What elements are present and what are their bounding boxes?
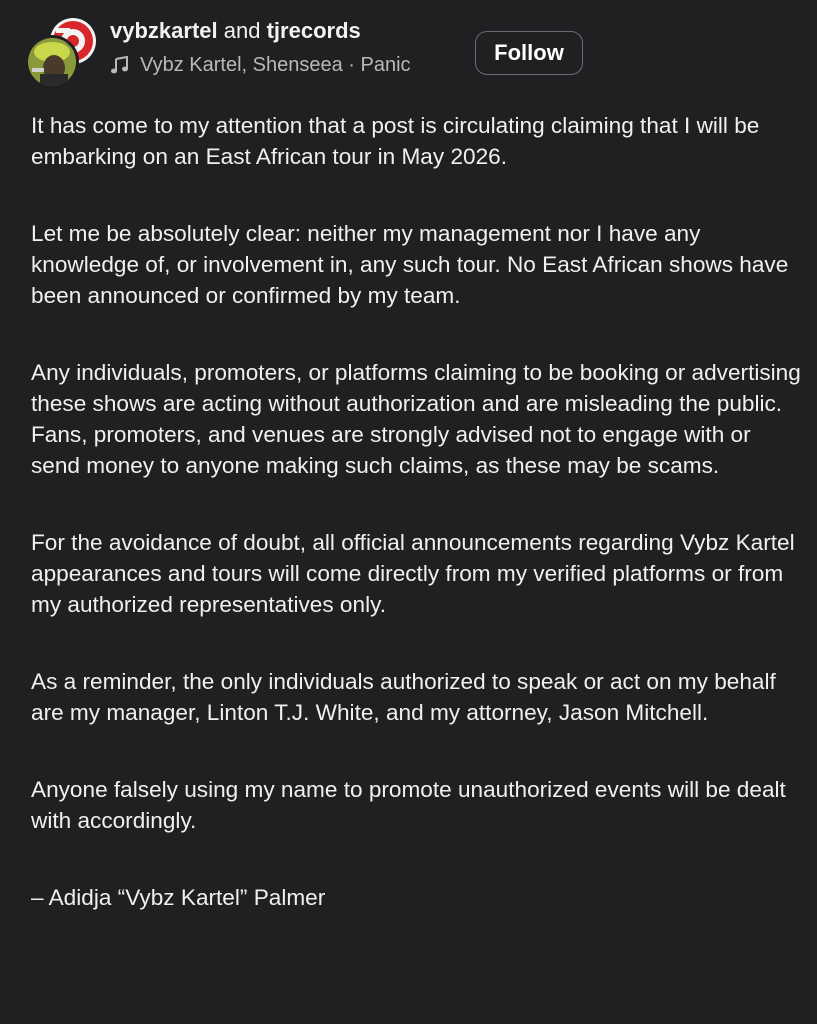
music-note-icon bbox=[110, 55, 130, 75]
account-name-primary[interactable]: vybzkartel bbox=[110, 18, 218, 43]
post-paragraph: Any individuals, promoters, or platforms claiming to be booking or advertising these shows are acting without authorization and are misleading the public. Fans, promoters, and venues are strongly advised not to engage with or send money to anyone making such claims, as these may be scams. bbox=[31, 360, 801, 478]
post-paragraph: Anyone falsely using my name to promote unauthorized events will be dealt with accordingly. bbox=[31, 777, 786, 833]
avatar-vybzkartel[interactable] bbox=[25, 35, 79, 89]
post-paragraph: Let me be absolutely clear: neither my management nor I have any knowledge of, or involvement in, any such tour. No East African shows have been announced or confirmed by my team. bbox=[31, 221, 789, 308]
post-body bbox=[31, 110, 801, 959]
follow-button[interactable]: Follow bbox=[475, 31, 583, 75]
post-paragraph: It has come to my attention that a post is circulating claiming that I will be embarking on an East African tour in May 2026. bbox=[31, 113, 760, 169]
post-authors bbox=[110, 16, 411, 46]
header-text bbox=[110, 16, 411, 78]
music-label: Vybz Kartel, Shenseea · Panic bbox=[140, 54, 411, 76]
authors-joiner: and bbox=[223, 18, 261, 43]
music-attribution[interactable] bbox=[110, 52, 411, 78]
account-name-secondary[interactable]: tjrecords bbox=[266, 18, 361, 43]
post-signature: – Adidja “Vybz Kartel” Palmer bbox=[31, 885, 326, 910]
post-header bbox=[0, 0, 817, 100]
collab-avatars[interactable] bbox=[28, 16, 100, 88]
post-paragraph: As a reminder, the only individuals authorized to speak or act on my behalf are my manager, Linton T.J. White, and my attorney, Jason Mitchell. bbox=[31, 669, 776, 725]
post-paragraph: For the avoidance of doubt, all official announcements regarding Vybz Kartel appearances and tours will come directly from my verified platforms or from my authorized representatives only. bbox=[31, 530, 795, 617]
